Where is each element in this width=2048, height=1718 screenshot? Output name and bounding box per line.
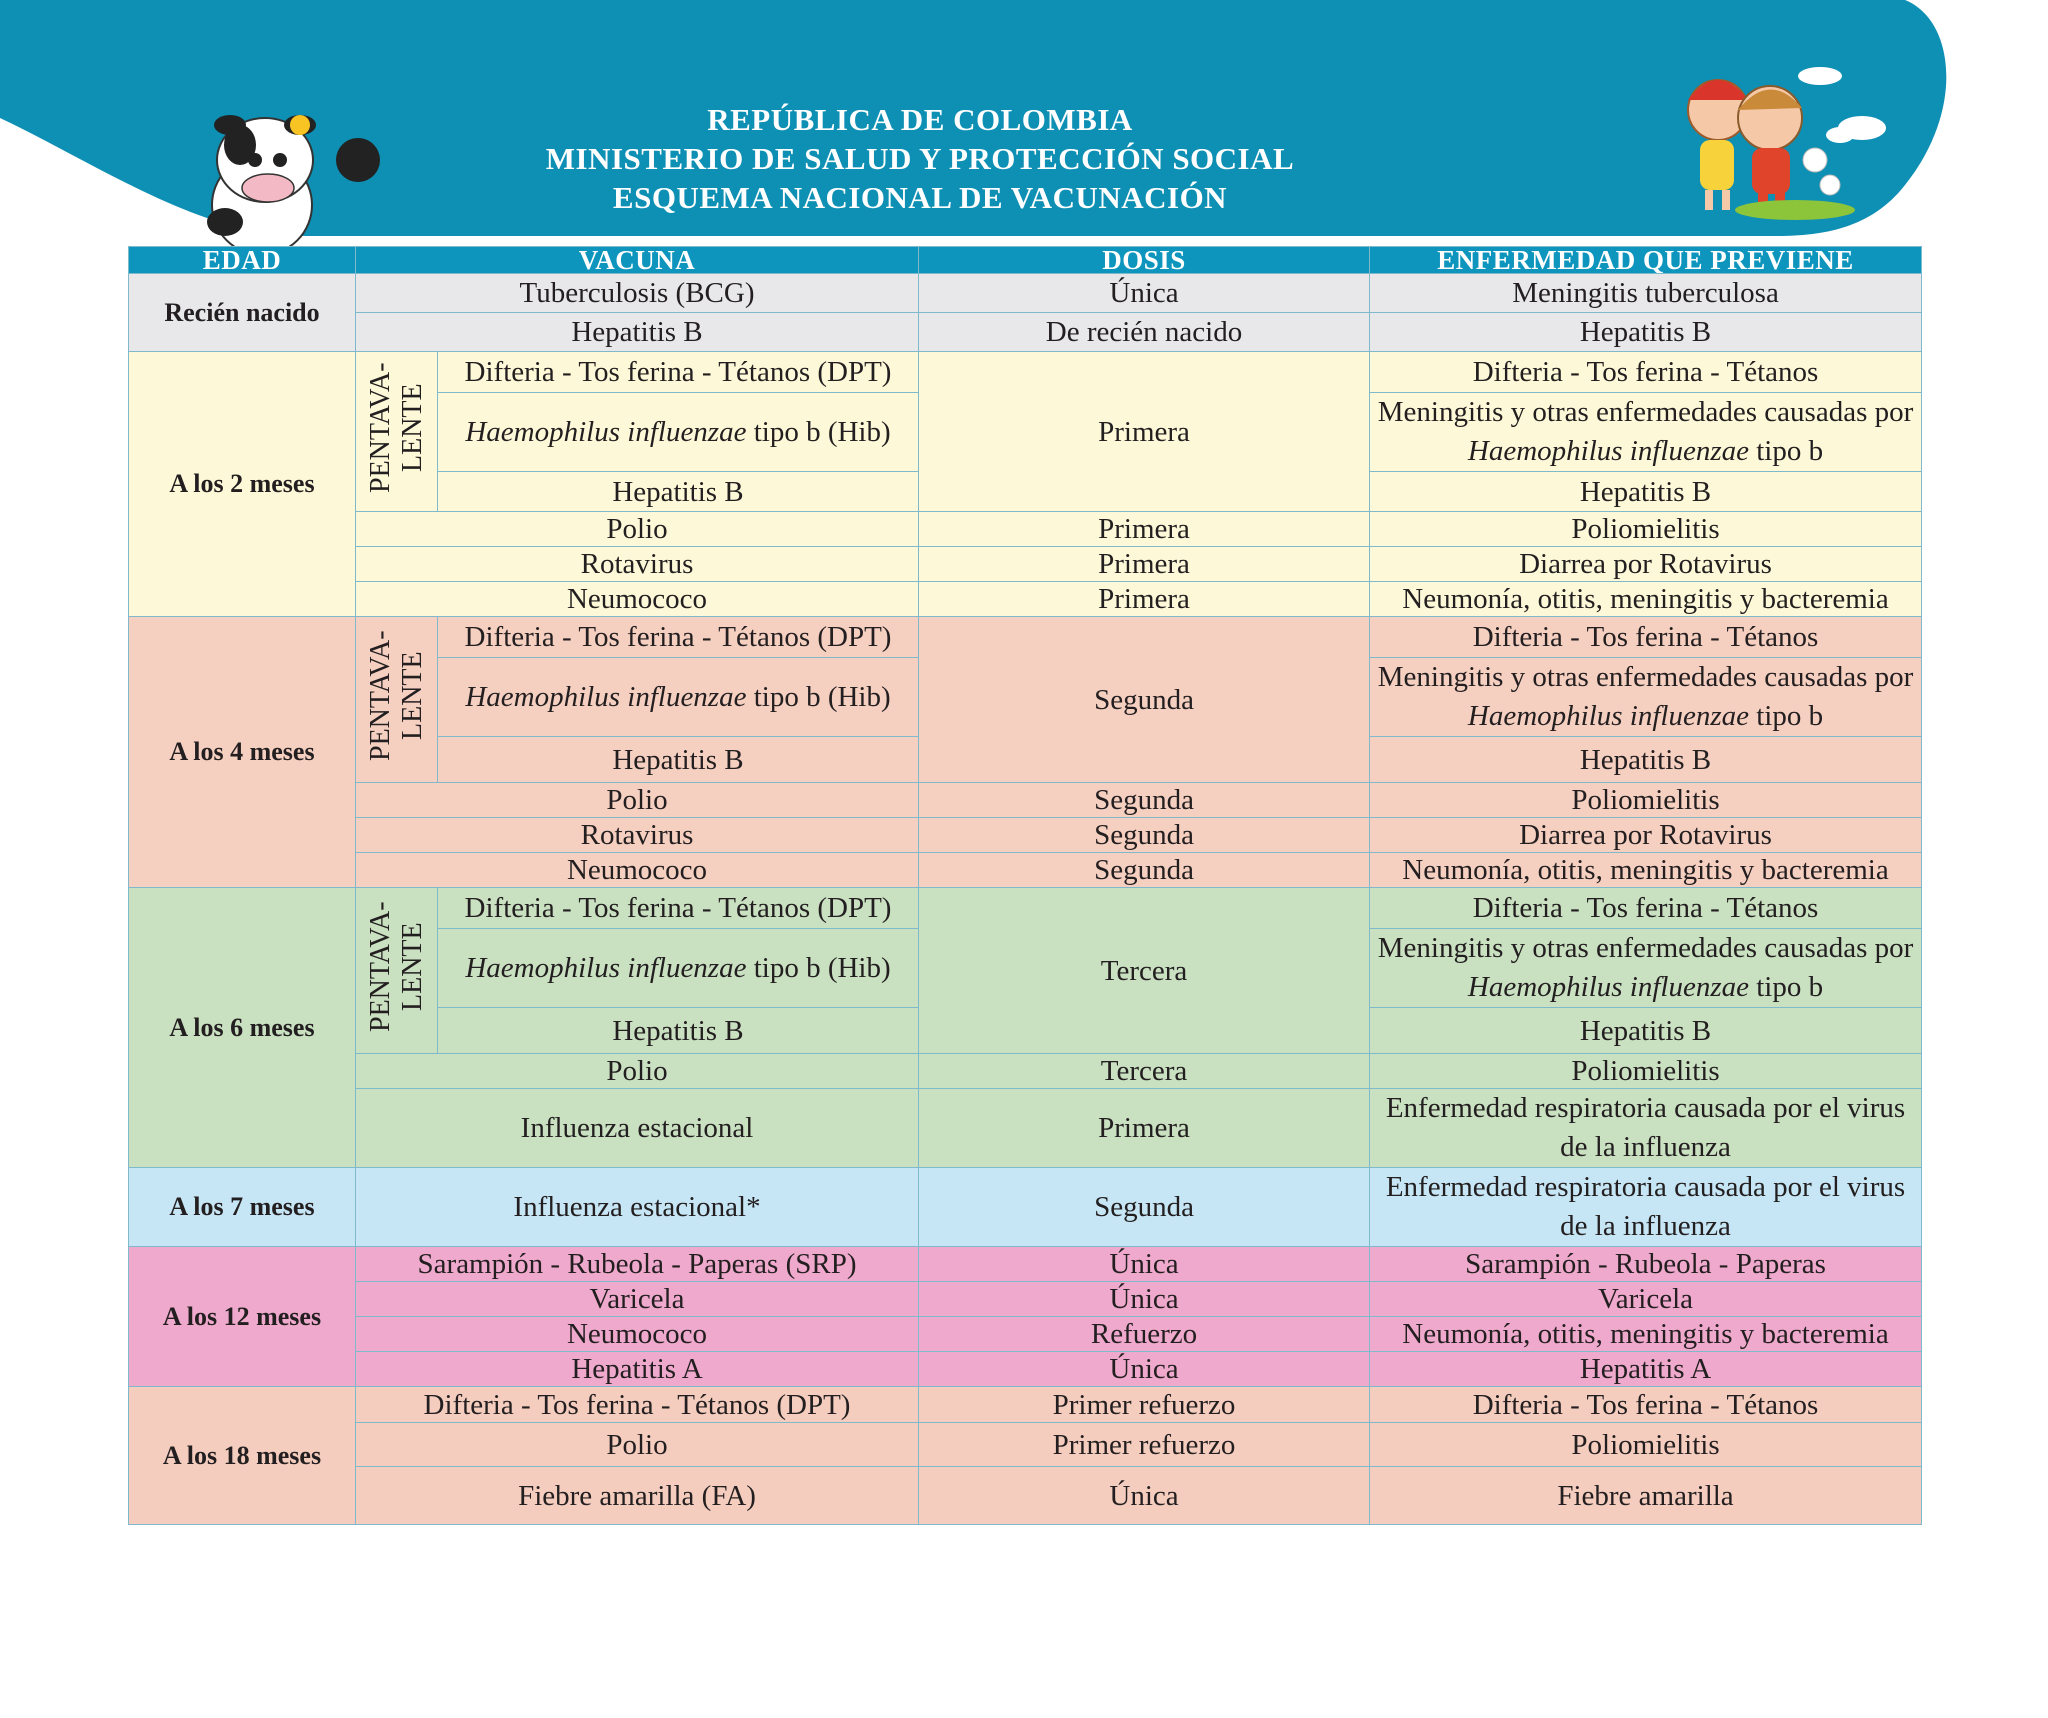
dose-cell: Única (919, 1467, 1370, 1525)
dose-cell: Única (919, 1247, 1370, 1282)
vaccine-cell: Difteria - Tos ferina - Tétanos (DPT) (356, 1387, 919, 1423)
age-2-months: A los 2 meses (129, 352, 356, 617)
vaccine-cell: Polio (356, 1054, 919, 1089)
header-line-2: MINISTERIO DE SALUD Y PROTECCIÓN SOCIAL (545, 141, 1295, 176)
disease-cell: Enfermedad respiratoria causada por el virus de la influenza (1370, 1089, 1922, 1168)
table-row (129, 1168, 1922, 1247)
vaccine-cell: Difteria - Tos ferina - Tétanos (DPT) (438, 617, 919, 658)
pentavalente-label: PENTAVA-LENTE (356, 352, 438, 512)
dose-cell: Refuerzo (919, 1317, 1370, 1352)
dose-cell: Segunda (919, 783, 1370, 818)
vaccine-cell: Hepatitis B (438, 737, 919, 783)
disease-cell: Meningitis y otras enfermedades causadas por Haemophilus influenzae tipo b (1370, 929, 1922, 1008)
table-row (129, 313, 1922, 352)
vaccine-cell: Haemophilus influenzae tipo b (Hib) (438, 658, 919, 737)
disease-cell: Hepatitis B (1370, 737, 1922, 783)
age-18-months: A los 18 meses (129, 1387, 356, 1525)
header-line-1: REPÚBLICA DE COLOMBIA (707, 102, 1133, 137)
table-row (129, 1054, 1922, 1089)
header-line-3: ESQUEMA NACIONAL DE VACUNACIÓN (612, 180, 1228, 215)
vaccine-cell: Neumococo (356, 1317, 919, 1352)
vaccine-cell: Varicela (356, 1282, 919, 1317)
disease-cell: Poliomielitis (1370, 1054, 1922, 1089)
vaccine-cell: Polio (356, 1423, 919, 1467)
table-row (129, 1423, 1922, 1467)
vaccine-cell: Difteria - Tos ferina - Tétanos (DPT) (438, 888, 919, 929)
table-row (129, 783, 1922, 818)
disease-cell: Neumonía, otitis, meningitis y bacteremia (1370, 582, 1922, 617)
table-row (129, 888, 1922, 929)
disease-cell: Poliomielitis (1370, 512, 1922, 547)
vaccine-cell: Haemophilus influenzae tipo b (Hib) (438, 929, 919, 1008)
pentavalente-label: PENTAVA-LENTE (356, 888, 438, 1054)
disease-cell: Varicela (1370, 1282, 1922, 1317)
table-row (129, 274, 1922, 313)
disease-cell: Hepatitis B (1370, 472, 1922, 512)
disease-cell: Difteria - Tos ferina - Tétanos (1370, 888, 1922, 929)
column-header-age: EDAD (129, 247, 356, 274)
dose-cell: Primer refuerzo (919, 1423, 1370, 1467)
age-6-months: A los 6 meses (129, 888, 356, 1168)
dose-cell: Tercera (919, 888, 1370, 1054)
vaccine-cell: Tuberculosis (BCG) (356, 274, 919, 313)
dose-cell: Única (919, 1282, 1370, 1317)
table-row (129, 1317, 1922, 1352)
vaccine-cell: Neumococo (356, 853, 919, 888)
vaccine-cell: Fiebre amarilla (FA) (356, 1467, 919, 1525)
dose-cell: Primera (919, 547, 1370, 582)
age-12-months: A los 12 meses (129, 1247, 356, 1387)
vaccine-cell: Polio (356, 783, 919, 818)
age-4-months: A los 4 meses (129, 617, 356, 888)
disease-cell: Sarampión - Rubeola - Paperas (1370, 1247, 1922, 1282)
vaccine-cell: Neumococo (356, 582, 919, 617)
disease-cell: Diarrea por Rotavirus (1370, 818, 1922, 853)
disease-cell: Neumonía, otitis, meningitis y bacteremia (1370, 853, 1922, 888)
table-row (129, 853, 1922, 888)
disease-cell: Meningitis tuberculosa (1370, 274, 1922, 313)
disease-cell: Fiebre amarilla (1370, 1467, 1922, 1525)
table-row (129, 582, 1922, 617)
disease-cell: Poliomielitis (1370, 783, 1922, 818)
header-banner (0, 0, 2048, 260)
dose-cell: Primera (919, 352, 1370, 512)
dose-cell: De recién nacido (919, 313, 1370, 352)
dose-cell: Única (919, 274, 1370, 313)
disease-cell: Difteria - Tos ferina - Tétanos (1370, 617, 1922, 658)
dose-cell: Segunda (919, 617, 1370, 783)
table-row (129, 1282, 1922, 1317)
table-row (129, 1387, 1922, 1423)
dose-cell: Primer refuerzo (919, 1387, 1370, 1423)
column-header-disease: ENFERMEDAD QUE PREVIENE (1370, 247, 1922, 274)
disease-cell: Meningitis y otras enfermedades causadas por Haemophilus influenzae tipo b (1370, 393, 1922, 472)
table-header-row (129, 247, 1922, 274)
dose-cell: Primera (919, 582, 1370, 617)
table-row (129, 617, 1922, 658)
table-row (129, 1247, 1922, 1282)
disease-cell: Poliomielitis (1370, 1423, 1922, 1467)
header-titles (420, 100, 1420, 217)
disease-cell: Difteria - Tos ferina - Tétanos (1370, 352, 1922, 393)
table-row (129, 1352, 1922, 1387)
disease-cell: Hepatitis A (1370, 1352, 1922, 1387)
age-7-months: A los 7 meses (129, 1168, 356, 1247)
table-row (129, 512, 1922, 547)
column-header-vaccine: VACUNA (356, 247, 919, 274)
dose-cell: Segunda (919, 1168, 1370, 1247)
vaccine-cell: Rotavirus (356, 547, 919, 582)
vaccine-cell: Rotavirus (356, 818, 919, 853)
vaccine-cell: Influenza estacional (356, 1089, 919, 1168)
dose-cell: Tercera (919, 1054, 1370, 1089)
disease-cell: Diarrea por Rotavirus (1370, 547, 1922, 582)
dose-cell: Segunda (919, 853, 1370, 888)
disease-cell: Meningitis y otras enfermedades causadas por Haemophilus influenzae tipo b (1370, 658, 1922, 737)
table-row (129, 1089, 1922, 1168)
pentavalente-label: PENTAVA-LENTE (356, 617, 438, 783)
vaccine-cell: Hepatitis B (438, 472, 919, 512)
vaccination-schedule-table (128, 246, 1922, 1525)
column-header-dose: DOSIS (919, 247, 1370, 274)
table-row (129, 818, 1922, 853)
dose-cell: Primera (919, 1089, 1370, 1168)
vaccine-cell: Difteria - Tos ferina - Tétanos (DPT) (438, 352, 919, 393)
disease-cell: Hepatitis B (1370, 313, 1922, 352)
vaccine-cell: Hepatitis B (356, 313, 919, 352)
table-row (129, 352, 1922, 393)
disease-cell: Hepatitis B (1370, 1008, 1922, 1054)
disease-cell: Enfermedad respiratoria causada por el virus de la influenza (1370, 1168, 1922, 1247)
dose-cell: Segunda (919, 818, 1370, 853)
age-newborn: Recién nacido (129, 274, 356, 352)
disease-cell: Neumonía, otitis, meningitis y bacteremia (1370, 1317, 1922, 1352)
table-row (129, 1467, 1922, 1525)
vaccine-cell: Polio (356, 512, 919, 547)
vaccine-cell: Hepatitis A (356, 1352, 919, 1387)
vaccine-cell: Hepatitis B (438, 1008, 919, 1054)
vaccine-cell: Haemophilus influenzae tipo b (Hib) (438, 393, 919, 472)
dose-cell: Única (919, 1352, 1370, 1387)
dose-cell: Primera (919, 512, 1370, 547)
table-row (129, 547, 1922, 582)
vaccine-cell: Sarampión - Rubeola - Paperas (SRP) (356, 1247, 919, 1282)
vaccine-cell: Influenza estacional* (356, 1168, 919, 1247)
disease-cell: Difteria - Tos ferina - Tétanos (1370, 1387, 1922, 1423)
